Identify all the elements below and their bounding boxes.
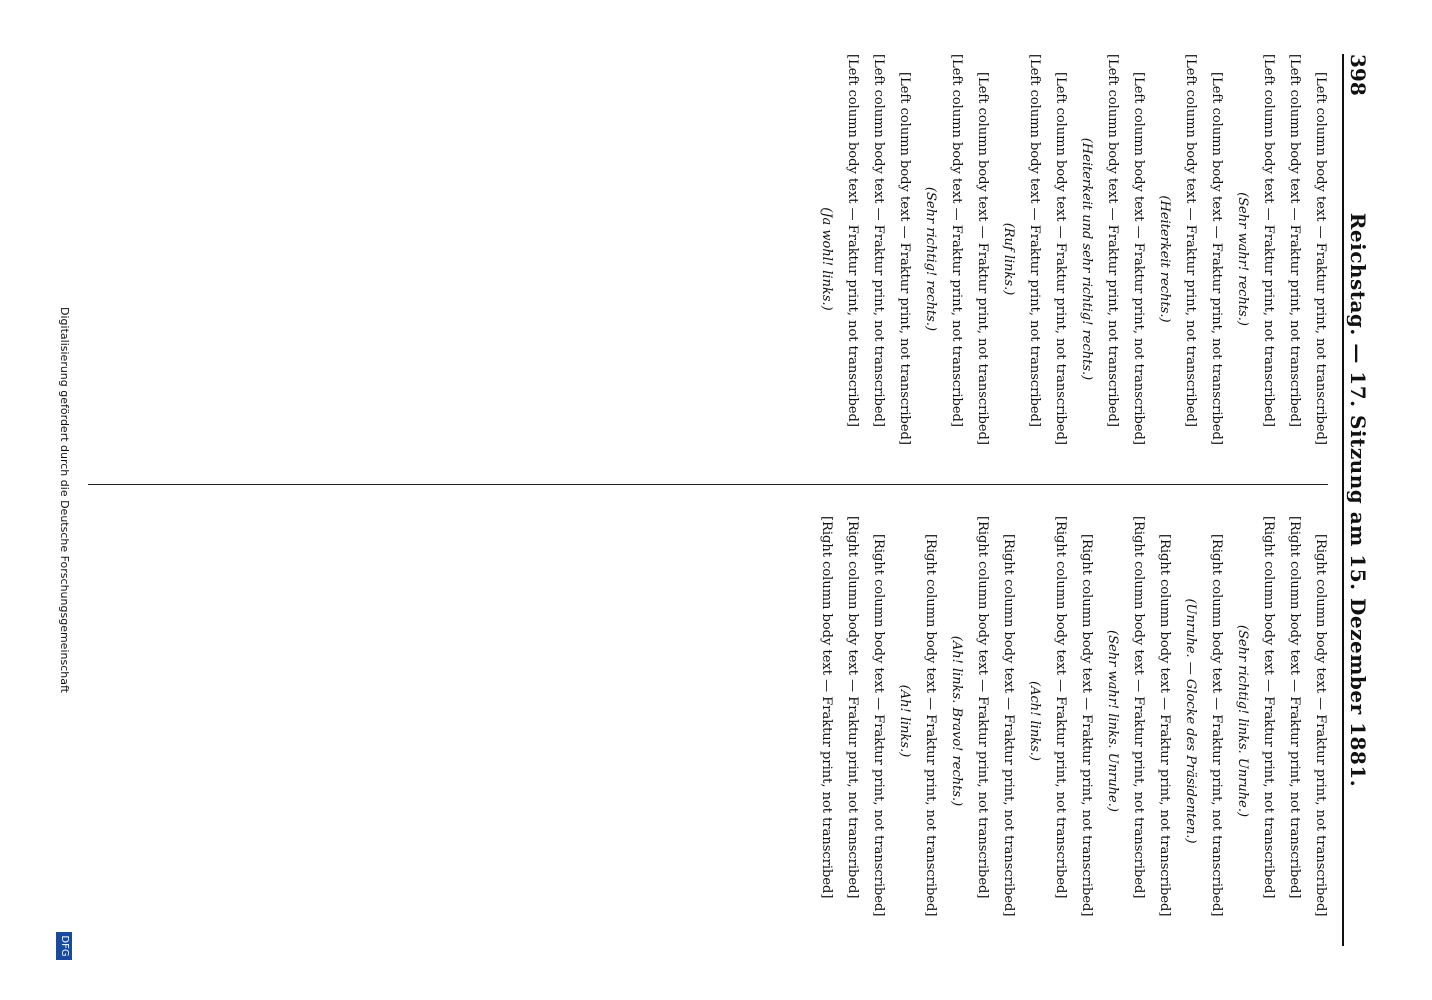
interjection: (Ja wohl! links.): [819, 207, 834, 311]
body-line: [Right column body text — Fraktur print, not transcribed]: [1079, 534, 1094, 917]
interjection: (Unruhe. — Glocke des Präsidenten.): [1183, 598, 1198, 844]
interjection: (Ah! links. Bravo! rechts.): [949, 635, 964, 807]
body-line: [Left column body text — Fraktur print, not transcribed]: [975, 72, 990, 445]
body-line: [Left column body text — Fraktur print, not transcribed]: [1313, 72, 1328, 445]
interjection: (Ach! links.): [1027, 681, 1042, 761]
page-header: [1342, 54, 1372, 946]
body-line: [Left column body text — Fraktur print, not transcribed]: [1053, 72, 1068, 445]
body-line: [Left column body text — Fraktur print, not transcribed]: [949, 54, 964, 427]
body-line: [Left column body text — Fraktur print, not transcribed]: [1261, 54, 1276, 427]
body-line: [Right column body text — Fraktur print, not transcribed]: [871, 534, 886, 917]
body-line: [Left column body text — Fraktur print, not transcribed]: [845, 54, 860, 427]
document-page: [50, 30, 1382, 970]
interjection: (Sehr wahr! links. Unruhe.): [1105, 630, 1120, 812]
body-line: [Left column body text — Fraktur print, not transcribed]: [1183, 54, 1198, 427]
body-line: [Right column body text — Fraktur print, not transcribed]: [1157, 534, 1172, 917]
body-line: [Left column body text — Fraktur print, not transcribed]: [1287, 54, 1302, 427]
body-line: [Right column body text — Fraktur print, not transcribed]: [1209, 534, 1224, 917]
digitization-note: Digitalisierung gefördert durch die Deutsche Forschungsgemeinschaft: [58, 307, 71, 693]
body-line: [Right column body text — Fraktur print, not transcribed]: [1287, 516, 1302, 899]
interjection: (Sehr richtig! rechts.): [923, 186, 938, 332]
body-line: [Right column body text — Fraktur print, not transcribed]: [1313, 534, 1328, 917]
interjection: (Sehr wahr! rechts.): [1235, 192, 1250, 326]
body-line: [Left column body text — Fraktur print, not transcribed]: [1105, 54, 1120, 427]
body-line: [Right column body text — Fraktur print, not transcribed]: [819, 516, 834, 899]
body-line: [Right column body text — Fraktur print, not transcribed]: [1131, 516, 1146, 899]
body-line: [Left column body text — Fraktur print, not transcribed]: [871, 54, 886, 427]
body-line: [Right column body text — Fraktur print, not transcribed]: [845, 516, 860, 899]
right-column: [808, 516, 1328, 926]
body-line: [Right column body text — Fraktur print, not transcribed]: [1261, 516, 1276, 899]
interjection: (Ah! links.): [897, 684, 912, 758]
column-divider: [88, 484, 1328, 485]
page-title: Reichstag. — 17. Sitzung am 15. Dezember 1881.: [1346, 212, 1370, 788]
body-line: [Left column body text — Fraktur print, not transcribed]: [897, 72, 912, 445]
body-line: [Left column body text — Fraktur print, not transcribed]: [1131, 72, 1146, 445]
dfg-logo: DFG: [56, 932, 72, 960]
interjection: (Heiterkeit rechts.): [1157, 195, 1172, 323]
left-column: [808, 54, 1328, 464]
body-line: [Right column body text — Fraktur print, not transcribed]: [975, 516, 990, 899]
interjection: (Ruf links.): [1001, 222, 1016, 296]
body-line: [Right column body text — Fraktur print, not transcribed]: [1053, 516, 1068, 899]
body-line: [Right column body text — Fraktur print, not transcribed]: [1001, 534, 1016, 917]
body-line: [Left column body text — Fraktur print, not transcribed]: [1027, 54, 1042, 427]
page-number: 398: [1346, 54, 1370, 96]
body-line: [Left column body text — Fraktur print, not transcribed]: [1209, 72, 1224, 445]
interjection: (Sehr richtig! links. Unruhe.): [1235, 624, 1250, 818]
interjection: (Heiterkeit und sehr richtig! rechts.): [1079, 137, 1094, 381]
body-line: [Right column body text — Fraktur print, not transcribed]: [923, 534, 938, 917]
